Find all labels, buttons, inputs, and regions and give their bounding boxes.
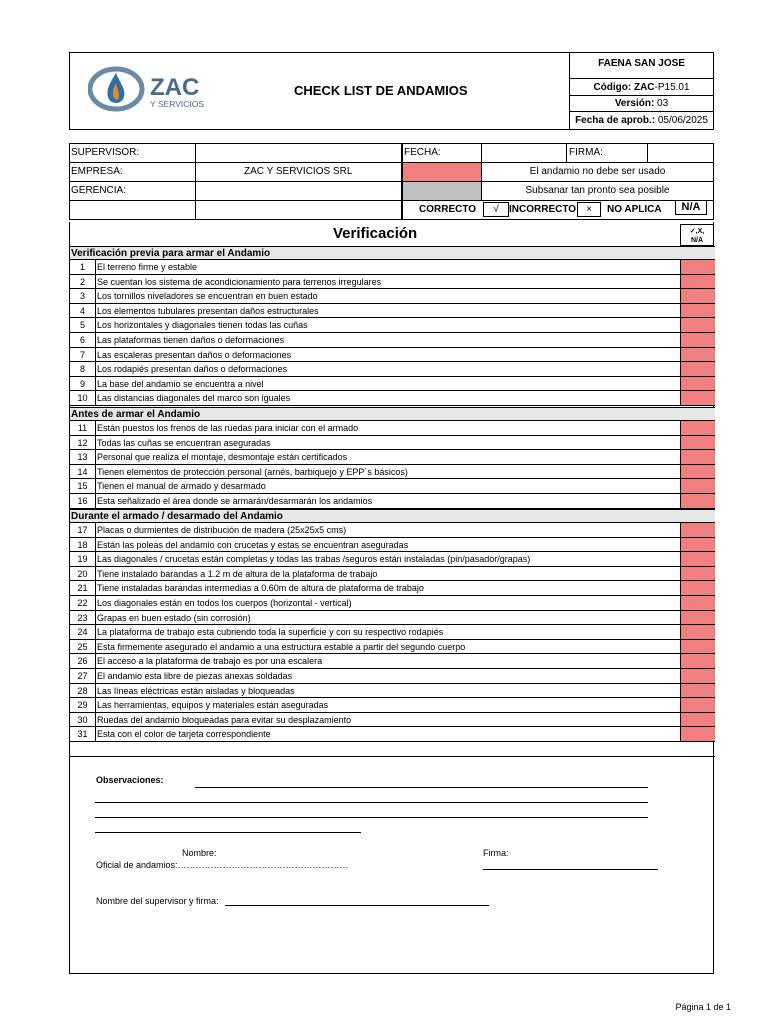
status-cell[interactable] xyxy=(680,538,715,552)
item-number: 1 xyxy=(70,260,96,274)
status-cell[interactable] xyxy=(680,465,715,479)
firma-label-cell xyxy=(566,143,648,163)
table-row xyxy=(70,333,715,348)
status-cell[interactable] xyxy=(680,450,715,464)
item-number: 5 xyxy=(70,318,96,332)
item-number: 26 xyxy=(70,654,96,668)
codigo-label: Código: ZAC xyxy=(593,82,655,93)
status-cell[interactable] xyxy=(680,625,715,639)
table-row xyxy=(70,625,715,640)
table-row xyxy=(70,654,715,669)
item-number: 28 xyxy=(70,684,96,698)
item-description: Los rodapiés presentan daños o deformaciones xyxy=(97,364,288,375)
status-cell[interactable] xyxy=(680,698,715,712)
logo-text: ZAC xyxy=(150,74,200,101)
item-description: Las escaleras presentan daños o deformaciones xyxy=(97,349,292,360)
item-description: Esta firmemente asegurado el andamio a una estructura estable a partir del segundo cuerpo xyxy=(97,641,466,652)
item-description: El andamio esta libre de piezas anexas soldadas xyxy=(97,671,293,681)
table-row xyxy=(70,421,715,436)
supervisor-firma-line[interactable] xyxy=(225,905,489,906)
status-cell[interactable] xyxy=(680,275,715,289)
item-description: El terreno firme y estable xyxy=(97,262,198,272)
item-number: 17 xyxy=(70,523,96,537)
status-cell[interactable] xyxy=(680,318,715,332)
item-description: La base del andamio se encuentra a nivel xyxy=(97,378,264,389)
table-row xyxy=(70,684,715,699)
item-description: Las distancias diagonales del marco son iguales xyxy=(97,393,291,404)
empty-row xyxy=(70,742,715,757)
item-number: 7 xyxy=(70,348,96,362)
na-symbol-box: N/A xyxy=(675,200,707,215)
item-number: 6 xyxy=(70,333,96,347)
item-number: 12 xyxy=(70,436,96,450)
status-cell[interactable] xyxy=(680,304,715,318)
document-meta xyxy=(569,53,713,130)
empresa-label: EMPRESA: xyxy=(71,166,123,177)
item-number: 2 xyxy=(70,275,96,289)
status-cell[interactable] xyxy=(680,567,715,581)
version-label: Versión: xyxy=(614,98,655,109)
status-header-line2: N/A xyxy=(690,237,704,244)
status-cell[interactable] xyxy=(680,654,715,668)
item-description: Placas o durmientes de distribución de madera (25x25x5 cms) xyxy=(97,525,347,535)
correcto-label: CORRECTO xyxy=(419,204,477,215)
blank-label-cell xyxy=(69,200,196,220)
item-description: Están las poleas del andamio con crucetas y estas se encuentran aseguradas xyxy=(97,539,409,550)
item-description: La plataforma de trabajo esta cubriendo toda la superficie y con su respectivo rodapiés xyxy=(97,627,444,638)
version-row xyxy=(570,96,713,112)
page-number: Página 1 de 1 xyxy=(675,1002,731,1012)
table-row xyxy=(70,538,715,553)
oficial-andamios-label: Oficial de andamios:………………………………………………… xyxy=(96,860,349,870)
table-row xyxy=(70,362,715,377)
table-row xyxy=(70,581,715,596)
section-header: Verificación previa para armar el Andamio xyxy=(70,246,715,260)
item-description: Los tornillos niveladores se encuentran en buen estado xyxy=(97,291,318,302)
item-number: 29 xyxy=(70,698,96,712)
supervisor-label-cell xyxy=(69,143,196,163)
item-number: 22 xyxy=(70,596,96,610)
status-cell[interactable] xyxy=(680,436,715,450)
item-number: 3 xyxy=(70,289,96,303)
table-row xyxy=(70,640,715,655)
info-grid xyxy=(69,143,714,221)
status-cell[interactable] xyxy=(680,727,715,741)
table-row xyxy=(70,552,715,567)
table-row xyxy=(70,523,715,538)
status-cell[interactable] xyxy=(680,333,715,347)
check-symbol-box: √ xyxy=(483,202,509,217)
fecha-aprob-label: Fecha de aprob.: xyxy=(575,115,656,126)
status-cell[interactable] xyxy=(680,494,715,508)
item-number: 31 xyxy=(70,727,96,741)
item-number: 30 xyxy=(70,713,96,727)
fecha-aprob-value: 05/06/2025 xyxy=(655,115,708,126)
table-row xyxy=(70,275,715,290)
firma-line[interactable] xyxy=(483,869,658,870)
gerencia-label-cell xyxy=(69,181,196,201)
table-row xyxy=(70,479,715,494)
status-cell[interactable] xyxy=(680,596,715,610)
item-number: 19 xyxy=(70,552,96,566)
item-description: Las líneas eléctricas están aisladas y bloqueadas xyxy=(97,685,295,696)
cross-symbol-box: × xyxy=(577,202,601,217)
legend-red-cell xyxy=(481,162,714,182)
table-row xyxy=(70,669,715,684)
status-cell[interactable] xyxy=(680,391,715,405)
status-cell[interactable] xyxy=(680,640,715,654)
item-number: 9 xyxy=(70,377,96,391)
item-description: Las plataformas tienen daños o deformaciones xyxy=(97,335,285,345)
item-description: Tiene instaladas barandas intermedias a 0.60m de altura de plataforma de trabajo xyxy=(97,583,424,594)
item-description: Personal que realiza el montaje, desmontaje están certificados xyxy=(97,452,348,463)
table-row xyxy=(70,596,715,611)
fecha-label: FECHA: xyxy=(404,147,441,158)
item-number: 18 xyxy=(70,538,96,552)
table-row xyxy=(70,611,715,626)
status-cell[interactable] xyxy=(680,523,715,537)
item-number: 11 xyxy=(70,421,96,435)
firma-field[interactable] xyxy=(647,143,714,163)
item-number: 24 xyxy=(70,625,96,639)
status-cell[interactable] xyxy=(680,684,715,698)
table-row xyxy=(70,450,715,465)
item-number: 13 xyxy=(70,450,96,464)
item-description: Tienen elementos de protección personal (arnés, barbiquejo y EPP´s básicos) xyxy=(97,466,408,477)
table-row xyxy=(70,391,715,406)
legend-gray-swatch xyxy=(402,181,482,201)
nombre-label: Nombre: xyxy=(182,848,217,858)
status-cell[interactable] xyxy=(680,348,715,362)
legend-red-swatch xyxy=(402,162,482,182)
fecha-field[interactable] xyxy=(481,143,567,163)
blank-field[interactable] xyxy=(195,200,402,220)
empresa-field[interactable] xyxy=(195,162,402,182)
legend-gray-cell xyxy=(481,181,714,201)
item-description: Esta señalizado el área donde se armarán/desarmarán los andamios xyxy=(97,496,373,506)
gerencia-field[interactable] xyxy=(195,181,402,201)
item-description: Están puestos los frenos de las ruedas para iniciar con el armado xyxy=(97,423,359,433)
status-cell[interactable] xyxy=(680,260,715,274)
fecha-aprob-row xyxy=(570,112,713,130)
status-cell[interactable] xyxy=(680,552,715,566)
table-row xyxy=(70,348,715,363)
status-cell[interactable] xyxy=(680,713,715,727)
status-cell[interactable] xyxy=(680,362,715,376)
item-number: 25 xyxy=(70,640,96,654)
status-cell[interactable] xyxy=(680,289,715,303)
section-header: Antes de armar el Andamio xyxy=(70,407,715,421)
table-row xyxy=(70,465,715,480)
observaciones-line-2[interactable] xyxy=(95,802,648,803)
status-cell[interactable] xyxy=(680,479,715,493)
item-description: Los diagonales están en todos los cuerpos (horizontal - vertical) xyxy=(97,598,352,608)
table-row xyxy=(70,713,715,728)
gerencia-label: GERENCIA: xyxy=(71,185,127,196)
document-header xyxy=(69,52,714,130)
status-cell[interactable] xyxy=(680,581,715,595)
legend-gray-text: Subsanar tan pronto sea posible xyxy=(525,185,670,196)
incorrecto-label: INCORRECTO xyxy=(509,204,577,215)
status-cell[interactable] xyxy=(680,421,715,435)
item-description: Esta con el color de tarjeta correspondiente xyxy=(97,729,271,740)
item-number: 15 xyxy=(70,479,96,493)
empresa-value: ZAC Y SERVICIOS SRL xyxy=(244,166,353,177)
noaplica-label: NO APLICA xyxy=(607,204,662,215)
status-cell[interactable] xyxy=(680,669,715,683)
verification-table xyxy=(69,222,714,974)
table-row xyxy=(70,436,715,451)
logo-subtext: Y SERVICIOS xyxy=(150,99,205,109)
table-row xyxy=(70,567,715,582)
item-number: 21 xyxy=(70,581,96,595)
table-row xyxy=(70,260,715,275)
item-number: 14 xyxy=(70,465,96,479)
observaciones-line-1[interactable] xyxy=(195,787,648,788)
item-number: 4 xyxy=(70,304,96,318)
item-description: Se cuentan los sistema de acondicionamiento para terrenos irregulares xyxy=(97,276,382,287)
item-description: Los horizontales y diagonales tienen todas las cuñas xyxy=(97,320,308,331)
zac-logo xyxy=(88,65,218,115)
section-header: Durante el armado / desarmado del Andamio xyxy=(70,509,715,523)
item-description: Ruedas del andamio bloqueadas para evitar su desplazamiento xyxy=(97,714,352,725)
legend-symbols-row xyxy=(402,200,714,220)
firma-label: Firma: xyxy=(483,848,509,858)
legend-red-text: El andamio no debe ser usado xyxy=(529,166,666,177)
table-row xyxy=(70,289,715,304)
status-header-line1: ✓,X, xyxy=(689,228,705,235)
supervisor-label: SUPERVISOR: xyxy=(71,147,140,158)
table-row xyxy=(70,304,715,319)
supervisor-firma-label: Nombre del supervisor y firma: xyxy=(96,896,219,906)
item-description: Todas las cuñas se encuentran aseguradas xyxy=(97,437,271,448)
item-number: 16 xyxy=(70,494,96,508)
item-description: Los elementos tubulares presentan daños estructurales xyxy=(97,305,319,316)
document-title: CHECK LIST DE ANDAMIOS xyxy=(294,83,468,98)
status-column-header xyxy=(680,224,714,246)
item-number: 20 xyxy=(70,567,96,581)
verificacion-title: Verificación xyxy=(333,225,418,242)
item-number: 8 xyxy=(70,362,96,376)
empresa-label-cell xyxy=(69,162,196,182)
item-number: 23 xyxy=(70,611,96,625)
status-cell[interactable] xyxy=(680,377,715,391)
item-description: El acceso a la plataforma de trabajo es por una escalera xyxy=(97,656,323,667)
codigo-row xyxy=(570,79,713,96)
version-value: 03 xyxy=(654,98,669,109)
table-row xyxy=(70,318,715,333)
faena-name: FAENA SAN JOSE xyxy=(570,53,713,79)
item-description: Tiene instalado barandas a 1.2 m de altura de la plataforma de trabajo xyxy=(97,568,378,579)
supervisor-field[interactable] xyxy=(195,143,402,163)
table-row xyxy=(70,727,715,742)
item-description: Grapas en buen estado (sin corrosión) xyxy=(97,612,251,623)
item-description: Las diagonales / crucetas están completas y todas las trabas /seguros están instaladas (pin/pasador/grapas) xyxy=(97,554,531,565)
fecha-label-cell xyxy=(402,143,482,163)
item-number: 27 xyxy=(70,669,96,683)
observaciones-label: Observaciones: xyxy=(96,775,164,785)
item-description: Las herramientas, equipos y materiales están aseguradas xyxy=(97,700,329,711)
status-cell[interactable] xyxy=(680,611,715,625)
table-row xyxy=(70,494,715,509)
item-number: 10 xyxy=(70,391,96,405)
table-row xyxy=(70,377,715,392)
firma-label: FIRMA: xyxy=(569,147,603,158)
observaciones-line-3[interactable] xyxy=(95,817,648,818)
observaciones-line-4[interactable] xyxy=(95,832,361,833)
item-description: Tienen el manual de armado y desarmado xyxy=(97,481,266,492)
table-row xyxy=(70,698,715,713)
codigo-value: -P15.01 xyxy=(654,82,690,93)
